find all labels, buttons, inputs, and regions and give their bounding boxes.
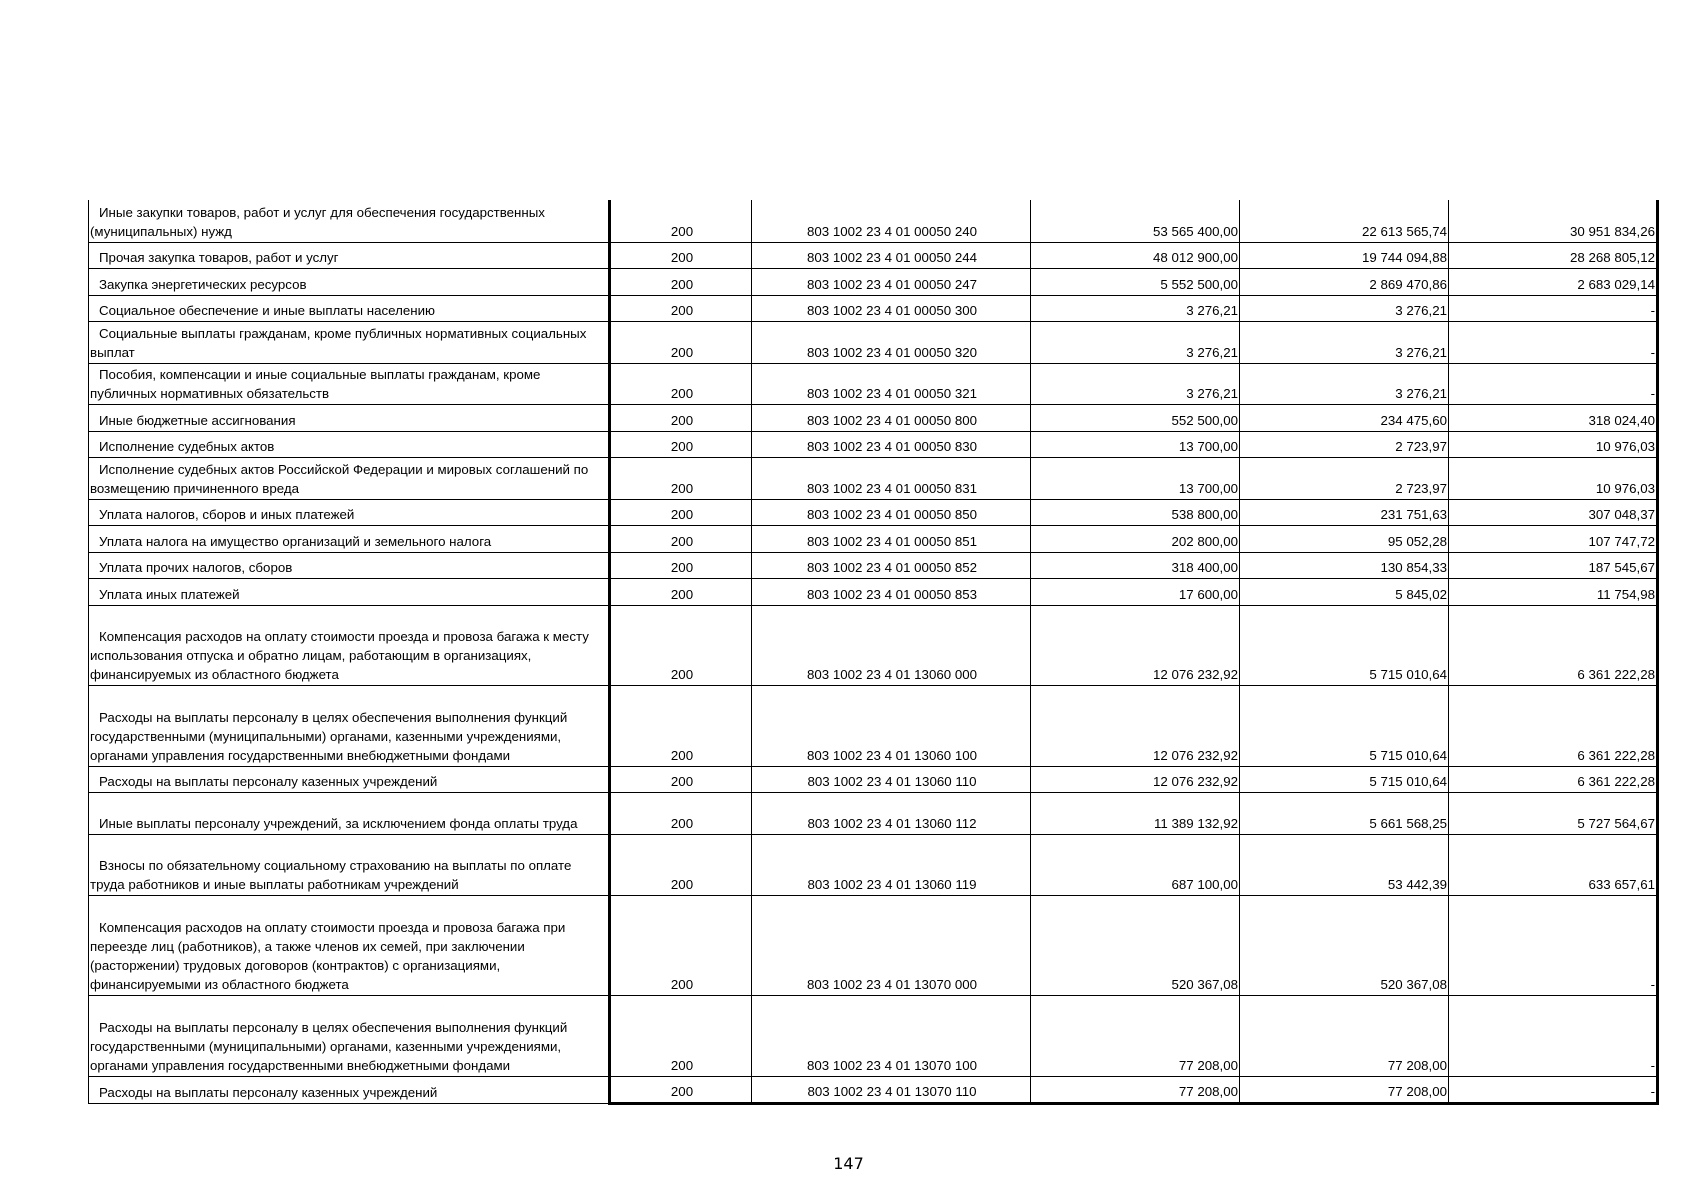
row-name-cell: Иные закупки товаров, работ и услуг для обеспечения государственных (муниципальных) нужд — [89, 200, 610, 242]
table-row — [89, 1076, 1658, 1103]
table-row — [89, 895, 1658, 995]
table-row — [89, 792, 1658, 834]
row-unexecuted-amount-cell: 5 727 564,67 — [1449, 792, 1658, 834]
row-unexecuted-amount-cell: - — [1449, 295, 1658, 321]
row-name-cell: Закупка энергетических ресурсов — [89, 268, 610, 295]
row-unexecuted-amount-cell: - — [1449, 363, 1658, 404]
row-approved-amount-cell: 12 076 232,92 — [1031, 766, 1240, 792]
row-name-cell: Компенсация расходов на оплату стоимости проезда и провоза багажа к месту использования отпуска и обратно лицам, работающим в организациях, финансируемых из областного бюджета — [89, 605, 610, 685]
row-line-code-cell: 200 — [610, 457, 752, 499]
table-row — [89, 404, 1658, 431]
row-classification-code-cell: 803 1002 23 4 01 00050 320 — [752, 321, 1031, 363]
row-executed-amount-cell: 95 052,28 — [1240, 525, 1449, 552]
row-unexecuted-amount-cell: 2 683 029,14 — [1449, 268, 1658, 295]
row-classification-code-cell: 803 1002 23 4 01 00050 850 — [752, 499, 1031, 525]
row-approved-amount-cell: 13 700,00 — [1031, 457, 1240, 499]
row-name-cell: Исполнение судебных актов Российской Федерации и мировых соглашений по возмещению причиненного вреда — [89, 457, 610, 499]
table-row — [89, 834, 1658, 895]
row-unexecuted-amount-cell: 6 361 222,28 — [1449, 685, 1658, 766]
row-classification-code-cell: 803 1002 23 4 01 13060 119 — [752, 834, 1031, 895]
table-body — [89, 200, 1658, 1103]
row-name-cell: Социальное обеспечение и иные выплаты населению — [89, 295, 610, 321]
row-executed-amount-cell: 5 845,02 — [1240, 578, 1449, 605]
row-unexecuted-amount-cell: - — [1449, 1076, 1658, 1103]
row-unexecuted-amount-cell: 6 361 222,28 — [1449, 605, 1658, 685]
row-line-code-cell: 200 — [610, 995, 752, 1076]
table-row — [89, 499, 1658, 525]
row-classification-code-cell: 803 1002 23 4 01 00050 247 — [752, 268, 1031, 295]
row-unexecuted-amount-cell: 10 976,03 — [1449, 457, 1658, 499]
row-approved-amount-cell: 687 100,00 — [1031, 834, 1240, 895]
row-executed-amount-cell: 520 367,08 — [1240, 895, 1449, 995]
row-executed-amount-cell: 3 276,21 — [1240, 321, 1449, 363]
row-classification-code-cell: 803 1002 23 4 01 00050 853 — [752, 578, 1031, 605]
row-executed-amount-cell: 19 744 094,88 — [1240, 242, 1449, 268]
row-name-cell: Компенсация расходов на оплату стоимости проезда и провоза багажа при переезде лиц (работников), а также членов их семей, при заключении (расторжении) трудовых договоров (контрактов) с организациями, финансируемыми из областного бюджета — [89, 895, 610, 995]
table-row — [89, 363, 1658, 404]
table-row — [89, 200, 1658, 242]
row-unexecuted-amount-cell: 10 976,03 — [1449, 431, 1658, 457]
row-name-cell: Прочая закупка товаров, работ и услуг — [89, 242, 610, 268]
row-classification-code-cell: 803 1002 23 4 01 00050 851 — [752, 525, 1031, 552]
row-name-cell: Взносы по обязательному социальному страхованию на выплаты по оплате труда работников и иные выплаты работникам учреждений — [89, 834, 610, 895]
row-classification-code-cell: 803 1002 23 4 01 13060 112 — [752, 792, 1031, 834]
row-line-code-cell: 200 — [610, 200, 752, 242]
row-unexecuted-amount-cell: - — [1449, 895, 1658, 995]
row-classification-code-cell: 803 1002 23 4 01 13060 110 — [752, 766, 1031, 792]
row-line-code-cell: 200 — [610, 525, 752, 552]
row-line-code-cell: 200 — [610, 321, 752, 363]
row-executed-amount-cell: 2 723,97 — [1240, 457, 1449, 499]
row-name-cell: Иные бюджетные ассигнования — [89, 404, 610, 431]
row-name-cell: Расходы на выплаты персоналу в целях обеспечения выполнения функций государственными (муниципальными) органами, казенными учреждениями, органами управления государственными внебюджетными фондами — [89, 995, 610, 1076]
row-unexecuted-amount-cell: 28 268 805,12 — [1449, 242, 1658, 268]
row-executed-amount-cell: 5 715 010,64 — [1240, 605, 1449, 685]
row-name-cell: Расходы на выплаты персоналу в целях обеспечения выполнения функций государственными (муниципальными) органами, казенными учреждениями, органами управления государственными внебюджетными фондами — [89, 685, 610, 766]
row-name-cell: Исполнение судебных актов — [89, 431, 610, 457]
row-executed-amount-cell: 234 475,60 — [1240, 404, 1449, 431]
row-approved-amount-cell: 53 565 400,00 — [1031, 200, 1240, 242]
row-approved-amount-cell: 48 012 900,00 — [1031, 242, 1240, 268]
table-row — [89, 295, 1658, 321]
row-executed-amount-cell: 3 276,21 — [1240, 295, 1449, 321]
row-classification-code-cell: 803 1002 23 4 01 13070 110 — [752, 1076, 1031, 1103]
row-line-code-cell: 200 — [610, 242, 752, 268]
row-approved-amount-cell: 538 800,00 — [1031, 499, 1240, 525]
page-number: 147 — [833, 1154, 864, 1173]
row-executed-amount-cell: 5 715 010,64 — [1240, 685, 1449, 766]
row-classification-code-cell: 803 1002 23 4 01 13060 100 — [752, 685, 1031, 766]
row-classification-code-cell: 803 1002 23 4 01 13070 100 — [752, 995, 1031, 1076]
row-unexecuted-amount-cell: 6 361 222,28 — [1449, 766, 1658, 792]
row-line-code-cell: 200 — [610, 499, 752, 525]
row-executed-amount-cell: 3 276,21 — [1240, 363, 1449, 404]
row-unexecuted-amount-cell: 11 754,98 — [1449, 578, 1658, 605]
row-classification-code-cell: 803 1002 23 4 01 00050 244 — [752, 242, 1031, 268]
row-line-code-cell: 200 — [610, 766, 752, 792]
row-name-cell: Уплата прочих налогов, сборов — [89, 552, 610, 578]
row-classification-code-cell: 803 1002 23 4 01 00050 800 — [752, 404, 1031, 431]
row-classification-code-cell: 803 1002 23 4 01 00050 321 — [752, 363, 1031, 404]
table-row — [89, 242, 1658, 268]
table-row — [89, 268, 1658, 295]
row-line-code-cell: 200 — [610, 685, 752, 766]
row-approved-amount-cell: 3 276,21 — [1031, 363, 1240, 404]
table-row — [89, 431, 1658, 457]
row-approved-amount-cell: 12 076 232,92 — [1031, 685, 1240, 766]
row-unexecuted-amount-cell: 633 657,61 — [1449, 834, 1658, 895]
row-name-cell: Уплата налогов, сборов и иных платежей — [89, 499, 610, 525]
row-unexecuted-amount-cell: 318 024,40 — [1449, 404, 1658, 431]
row-approved-amount-cell: 5 552 500,00 — [1031, 268, 1240, 295]
row-classification-code-cell: 803 1002 23 4 01 00050 300 — [752, 295, 1031, 321]
row-classification-code-cell: 803 1002 23 4 01 00050 240 — [752, 200, 1031, 242]
table-row — [89, 525, 1658, 552]
row-name-cell: Уплата налога на имущество организаций и земельного налога — [89, 525, 610, 552]
row-line-code-cell: 200 — [610, 268, 752, 295]
row-line-code-cell: 200 — [610, 792, 752, 834]
table-row — [89, 321, 1658, 363]
row-name-cell: Иные выплаты персоналу учреждений, за исключением фонда оплаты труда — [89, 792, 610, 834]
row-line-code-cell: 200 — [610, 404, 752, 431]
row-executed-amount-cell: 130 854,33 — [1240, 552, 1449, 578]
row-line-code-cell: 200 — [610, 605, 752, 685]
row-approved-amount-cell: 552 500,00 — [1031, 404, 1240, 431]
row-name-cell: Расходы на выплаты персоналу казенных учреждений — [89, 1076, 610, 1103]
row-unexecuted-amount-cell: - — [1449, 321, 1658, 363]
row-classification-code-cell: 803 1002 23 4 01 13060 000 — [752, 605, 1031, 685]
row-executed-amount-cell: 2 723,97 — [1240, 431, 1449, 457]
row-approved-amount-cell: 318 400,00 — [1031, 552, 1240, 578]
row-executed-amount-cell: 77 208,00 — [1240, 995, 1449, 1076]
row-name-cell: Социальные выплаты гражданам, кроме публичных нормативных социальных выплат — [89, 321, 610, 363]
row-classification-code-cell: 803 1002 23 4 01 13070 000 — [752, 895, 1031, 995]
row-approved-amount-cell: 202 800,00 — [1031, 525, 1240, 552]
table-row — [89, 766, 1658, 792]
row-approved-amount-cell: 520 367,08 — [1031, 895, 1240, 995]
row-classification-code-cell: 803 1002 23 4 01 00050 831 — [752, 457, 1031, 499]
row-approved-amount-cell: 3 276,21 — [1031, 321, 1240, 363]
budget-execution-table — [88, 200, 1659, 1105]
row-executed-amount-cell: 22 613 565,74 — [1240, 200, 1449, 242]
row-line-code-cell: 200 — [610, 295, 752, 321]
row-classification-code-cell: 803 1002 23 4 01 00050 852 — [752, 552, 1031, 578]
table-row — [89, 685, 1658, 766]
row-unexecuted-amount-cell: 30 951 834,26 — [1449, 200, 1658, 242]
row-name-cell: Уплата иных платежей — [89, 578, 610, 605]
table-row — [89, 457, 1658, 499]
row-approved-amount-cell: 77 208,00 — [1031, 995, 1240, 1076]
table-row — [89, 578, 1658, 605]
row-approved-amount-cell: 13 700,00 — [1031, 431, 1240, 457]
row-approved-amount-cell: 77 208,00 — [1031, 1076, 1240, 1103]
row-approved-amount-cell: 3 276,21 — [1031, 295, 1240, 321]
row-unexecuted-amount-cell: - — [1449, 995, 1658, 1076]
table-row — [89, 995, 1658, 1076]
row-executed-amount-cell: 53 442,39 — [1240, 834, 1449, 895]
row-line-code-cell: 200 — [610, 834, 752, 895]
row-line-code-cell: 200 — [610, 552, 752, 578]
table-row — [89, 605, 1658, 685]
row-line-code-cell: 200 — [610, 1076, 752, 1103]
row-executed-amount-cell: 77 208,00 — [1240, 1076, 1449, 1103]
row-unexecuted-amount-cell: 187 545,67 — [1449, 552, 1658, 578]
row-unexecuted-amount-cell: 307 048,37 — [1449, 499, 1658, 525]
row-line-code-cell: 200 — [610, 363, 752, 404]
row-line-code-cell: 200 — [610, 895, 752, 995]
row-unexecuted-amount-cell: 107 747,72 — [1449, 525, 1658, 552]
row-approved-amount-cell: 17 600,00 — [1031, 578, 1240, 605]
row-line-code-cell: 200 — [610, 431, 752, 457]
row-name-cell: Расходы на выплаты персоналу казенных учреждений — [89, 766, 610, 792]
table-row — [89, 552, 1658, 578]
row-name-cell: Пособия, компенсации и иные социальные выплаты гражданам, кроме публичных нормативных обязательств — [89, 363, 610, 404]
row-executed-amount-cell: 5 661 568,25 — [1240, 792, 1449, 834]
row-approved-amount-cell: 12 076 232,92 — [1031, 605, 1240, 685]
row-approved-amount-cell: 11 389 132,92 — [1031, 792, 1240, 834]
row-executed-amount-cell: 2 869 470,86 — [1240, 268, 1449, 295]
row-classification-code-cell: 803 1002 23 4 01 00050 830 — [752, 431, 1031, 457]
row-executed-amount-cell: 231 751,63 — [1240, 499, 1449, 525]
row-line-code-cell: 200 — [610, 578, 752, 605]
row-executed-amount-cell: 5 715 010,64 — [1240, 766, 1449, 792]
